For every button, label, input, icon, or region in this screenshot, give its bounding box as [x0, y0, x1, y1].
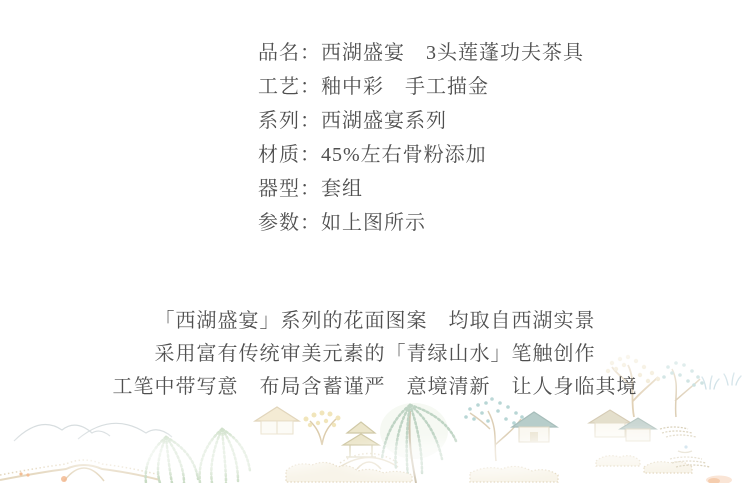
lakeside-house-icon — [255, 407, 299, 434]
description-line: 「西湖盛宴」系列的花面图案 均取自西湖实景 — [154, 310, 596, 332]
spec-value: 西湖盛宴 3头莲蓬功夫茶具 — [321, 42, 584, 64]
spec-row-craft — [258, 70, 584, 104]
spec-separator: ： — [300, 76, 321, 98]
spec-label: 品名 — [258, 42, 300, 64]
yellow-tree-icon — [304, 411, 341, 446]
spec-value: 釉中彩 手工描金 — [321, 76, 489, 98]
spec-value: 套组 — [321, 178, 363, 200]
description-line: 工笔中带写意 布局含蓄谨严 意境清新 让人身临其境 — [112, 376, 638, 398]
description-line: 采用富有传统审美元素的「青绿山水」笔触创作 — [154, 343, 596, 365]
spec-value: 45%左右骨粉添加 — [321, 144, 487, 166]
spec-row-series — [258, 104, 584, 138]
spec-label: 参数 — [258, 212, 300, 234]
spec-separator: ： — [300, 212, 321, 234]
spec-row-material — [258, 138, 584, 172]
product-description — [0, 305, 750, 404]
spec-row-name — [258, 36, 584, 70]
spec-label: 器型 — [258, 178, 300, 200]
spec-value: 西湖盛宴系列 — [321, 110, 447, 132]
spec-label: 系列 — [258, 110, 300, 132]
spec-separator: ： — [300, 42, 321, 64]
spec-separator: ： — [300, 178, 321, 200]
spec-label: 材质 — [258, 144, 300, 166]
spec-label: 工艺 — [258, 76, 300, 98]
spec-separator: ： — [300, 144, 321, 166]
spec-value: 如上图所示 — [321, 212, 426, 234]
product-specs — [258, 36, 584, 240]
spec-separator: ： — [300, 110, 321, 132]
spec-row-params — [258, 206, 584, 240]
spec-row-shape — [258, 172, 584, 206]
